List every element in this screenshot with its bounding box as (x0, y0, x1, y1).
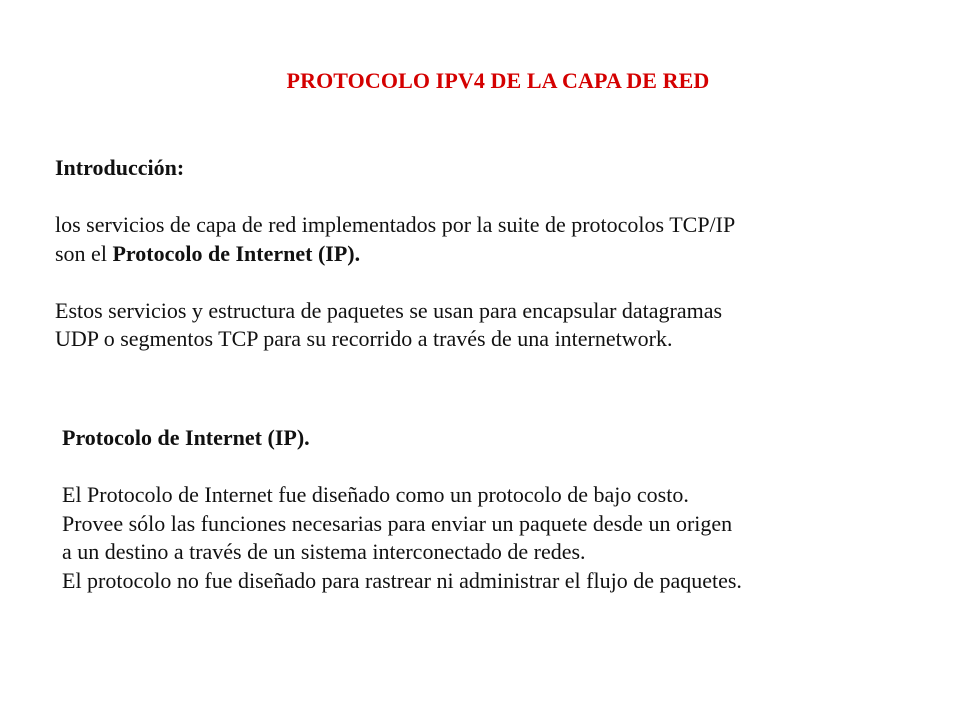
intro-paragraph-1-line-1: los servicios de capa de red implementados por la suite de protocolos TCP/IP (55, 212, 736, 237)
spacer (55, 268, 735, 297)
intro-line-2-prefix: son el (55, 240, 113, 266)
spacer (55, 183, 735, 212)
ip-term-bold: Protocolo de Internet (IP). (112, 240, 361, 266)
intro-paragraph-2-line-1: Estos servicios y estructura de paquetes se usan para encapsular datagramas (55, 297, 723, 323)
ip-section (62, 424, 742, 595)
spacer (62, 453, 742, 482)
intro-section (55, 154, 735, 354)
intro-paragraph-2-line-2: UDP o segmentos TCP para su recorrido a través de una internetwork. (55, 326, 673, 351)
intro-heading: Introducción: (55, 155, 185, 180)
slide-title: PROTOCOLO IPV4 DE LA CAPA DE RED (286, 68, 710, 93)
ip-line-3: a un destino a través de un sistema interconectado de redes. (62, 539, 586, 564)
intro-paragraph-1-line-2 (55, 240, 735, 269)
ip-heading: Protocolo de Internet (IP). (62, 425, 310, 450)
ip-line-1: El Protocolo de Internet fue diseñado como un protocolo de bajo costo. (62, 482, 689, 507)
ip-line-2: Provee sólo las funciones necesarias para enviar un paquete desde un origen (62, 510, 733, 536)
ip-line-4: El protocolo no fue diseñado para rastrear ni administrar el flujo de paquetes. (62, 567, 742, 593)
